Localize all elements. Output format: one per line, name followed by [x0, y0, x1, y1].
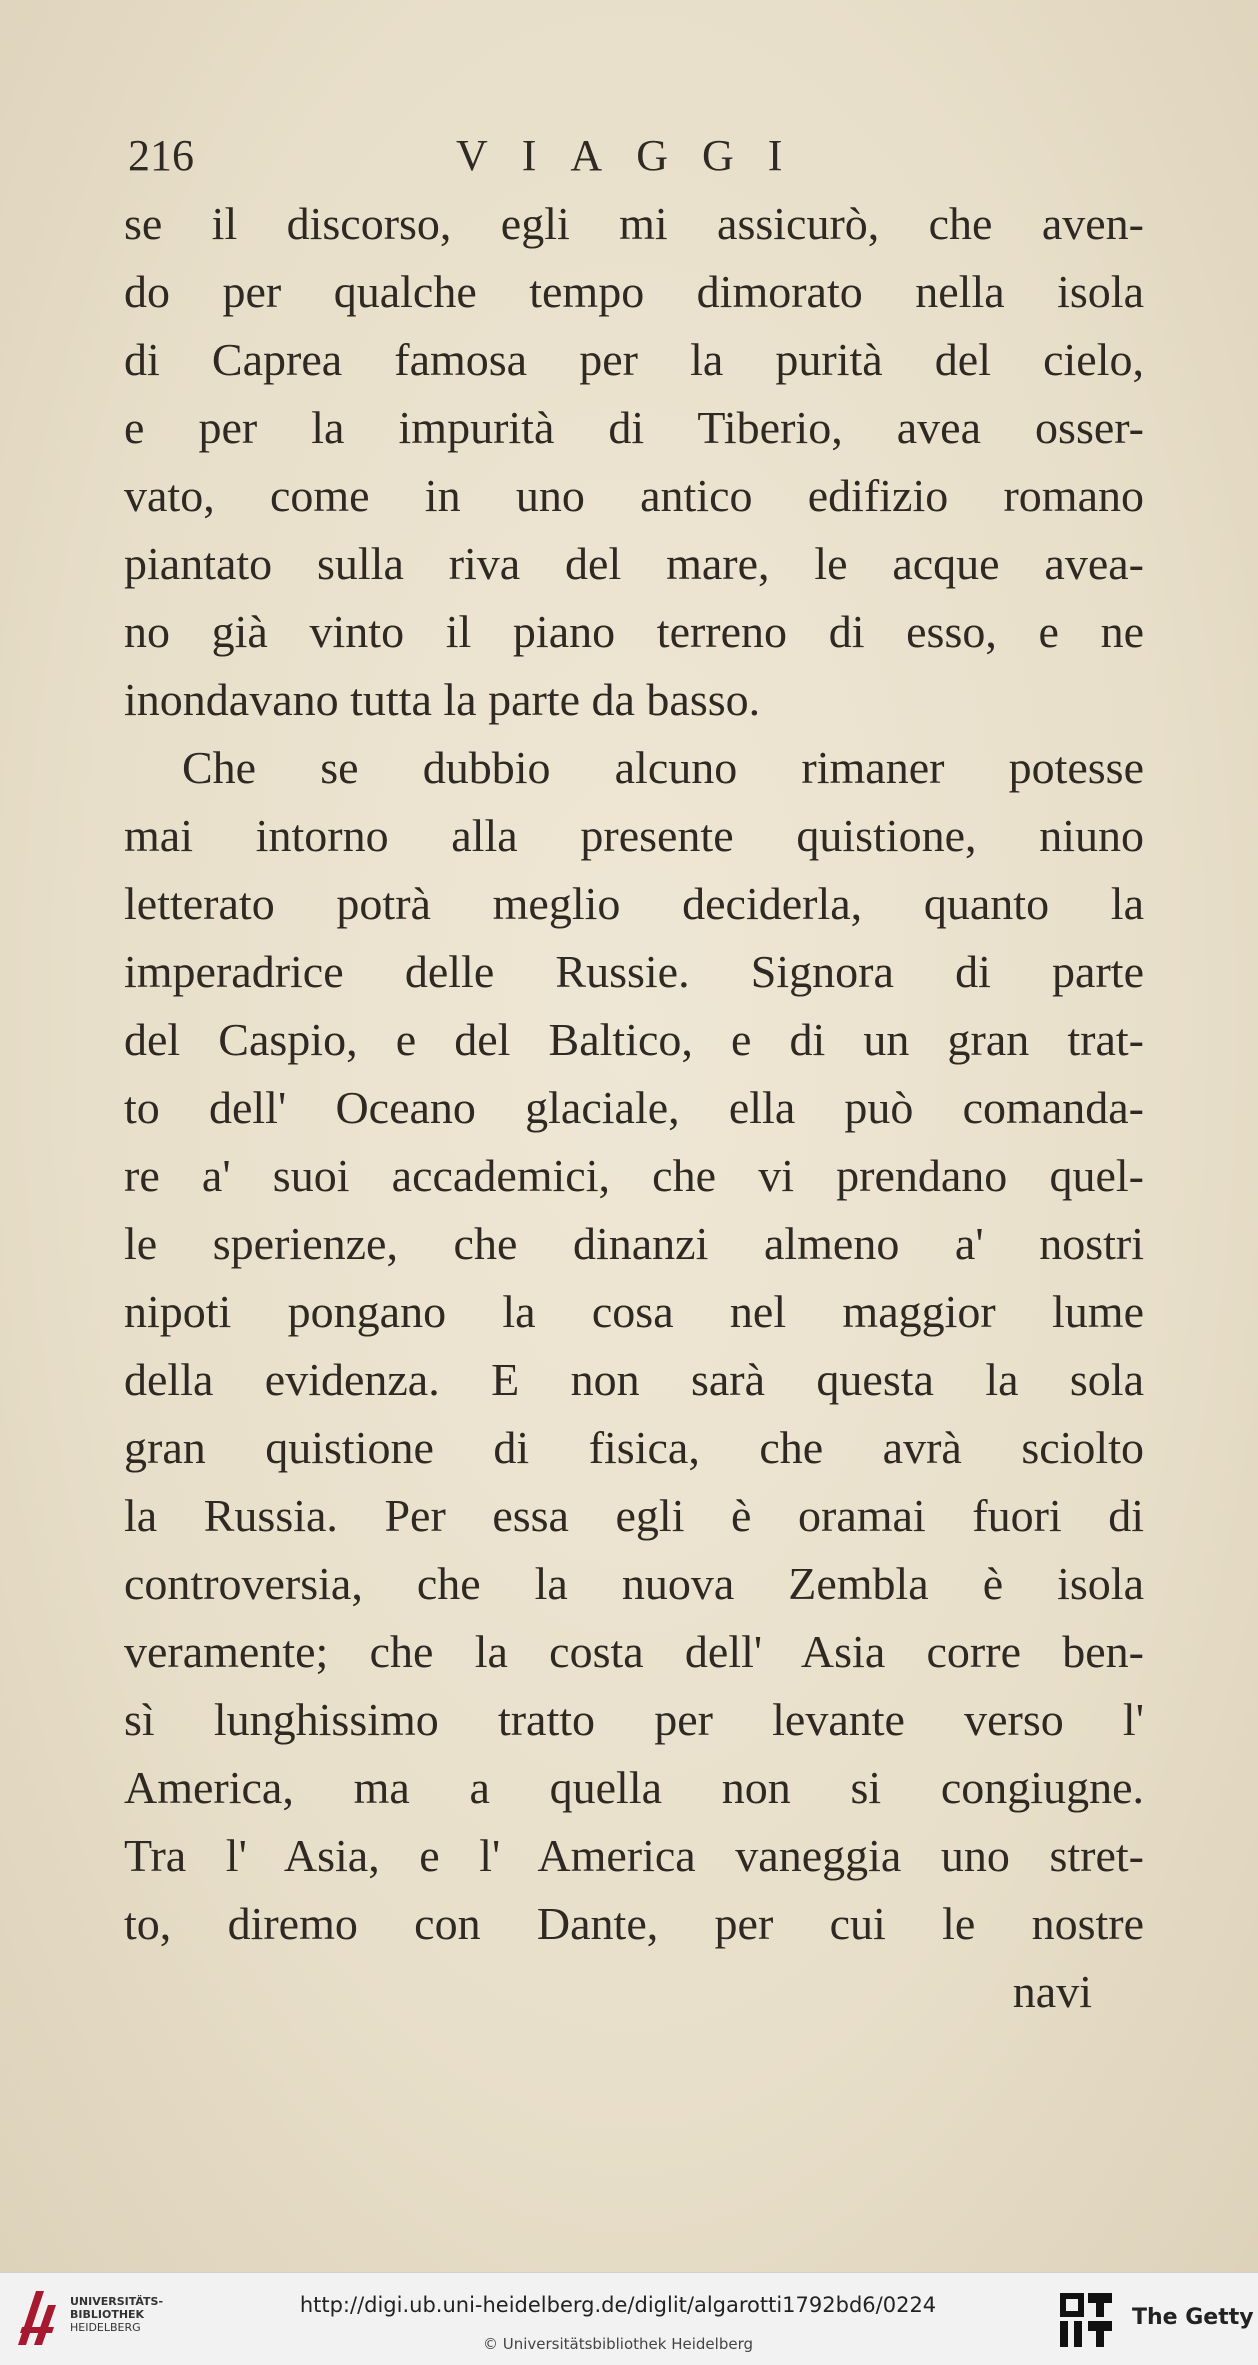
text-line: no già vinto il piano terreno di esso, e ne	[124, 606, 1144, 657]
sponsor-name: The Getty	[1132, 2305, 1254, 2330]
library-name-line1: UNIVERSITÄTS-	[70, 2295, 164, 2308]
getty-logo-icon[interactable]	[1058, 2291, 1114, 2349]
library-name	[70, 2295, 163, 2334]
page-header	[128, 130, 1148, 190]
text-line: vato, come in uno antico edifizio romano	[124, 470, 1144, 521]
library-name-line3: HEIDELBERG	[70, 2321, 141, 2334]
text-line: del Caspio, e del Baltico, e di un gran trat-	[124, 1014, 1144, 1065]
text-line: mai intorno alla presente quistione, niuno	[124, 810, 1144, 861]
text-line: do per qualche tempo dimorato nella isola	[124, 266, 1144, 317]
text-line: inondavano tutta la parte da basso.	[124, 674, 761, 725]
text-line: sì lunghissimo tratto per levante verso l'	[124, 1694, 1144, 1745]
catchword: navi	[1012, 1966, 1092, 2017]
copyright-notice: © Universitätsbibliothek Heidelberg	[482, 2335, 753, 2353]
text-line: le sperienze, che dinanzi almeno a' nostri	[124, 1218, 1144, 1269]
text-line: di Caprea famosa per la purità del cielo,	[124, 334, 1144, 385]
ub-heidelberg-logo-icon[interactable]	[14, 2287, 62, 2349]
permalink-url[interactable]: http://digi.ub.uni-heidelberg.de/diglit/algarotti1792bd6/0224	[299, 2293, 937, 2317]
text-line: e per la impurità di Tiberio, avea osser-	[124, 402, 1144, 453]
running-title: VIAGGI	[456, 131, 817, 180]
body-text	[124, 190, 1144, 2026]
text-line: veramente; che la costa dell' Asia corre ben-	[124, 1626, 1144, 1677]
text-line: to dell' Oceano glaciale, ella può comanda-	[124, 1082, 1144, 1133]
text-line: re a' suoi accademici, che vi prendano quel-	[124, 1150, 1144, 1201]
text-line: Tra l' Asia, e l' America vaneggia uno stret-	[124, 1830, 1144, 1881]
viewer-footer	[0, 2272, 1258, 2365]
text-line: nipoti pongano la cosa nel maggior lume	[124, 1286, 1144, 1337]
text-line: se il discorso, egli mi assicurò, che aven-	[124, 198, 1144, 249]
text-line: Che se dubbio alcuno rimaner potesse	[182, 742, 1144, 793]
text-line: della evidenza. E non sarà questa la sola	[124, 1354, 1144, 1405]
text-line: letterato potrà meglio deciderla, quanto la	[124, 878, 1144, 929]
text-line: controversia, che la nuova Zembla è isola	[124, 1558, 1144, 1609]
library-name-line2: BIBLIOTHEK	[70, 2308, 145, 2321]
text-line: la Russia. Per essa egli è oramai fuori di	[124, 1490, 1144, 1541]
text-line: to, diremo con Dante, per cui le nostre	[124, 1898, 1144, 1949]
text-line: piantato sulla riva del mare, le acque avea-	[124, 538, 1144, 589]
text-line: America, ma a quella non si congiugne.	[124, 1762, 1144, 1813]
page-number: 216	[128, 131, 194, 180]
text-line: imperadrice delle Russie. Signora di parte	[124, 946, 1144, 997]
text-line: gran quistione di fisica, che avrà sciolto	[124, 1422, 1144, 1473]
